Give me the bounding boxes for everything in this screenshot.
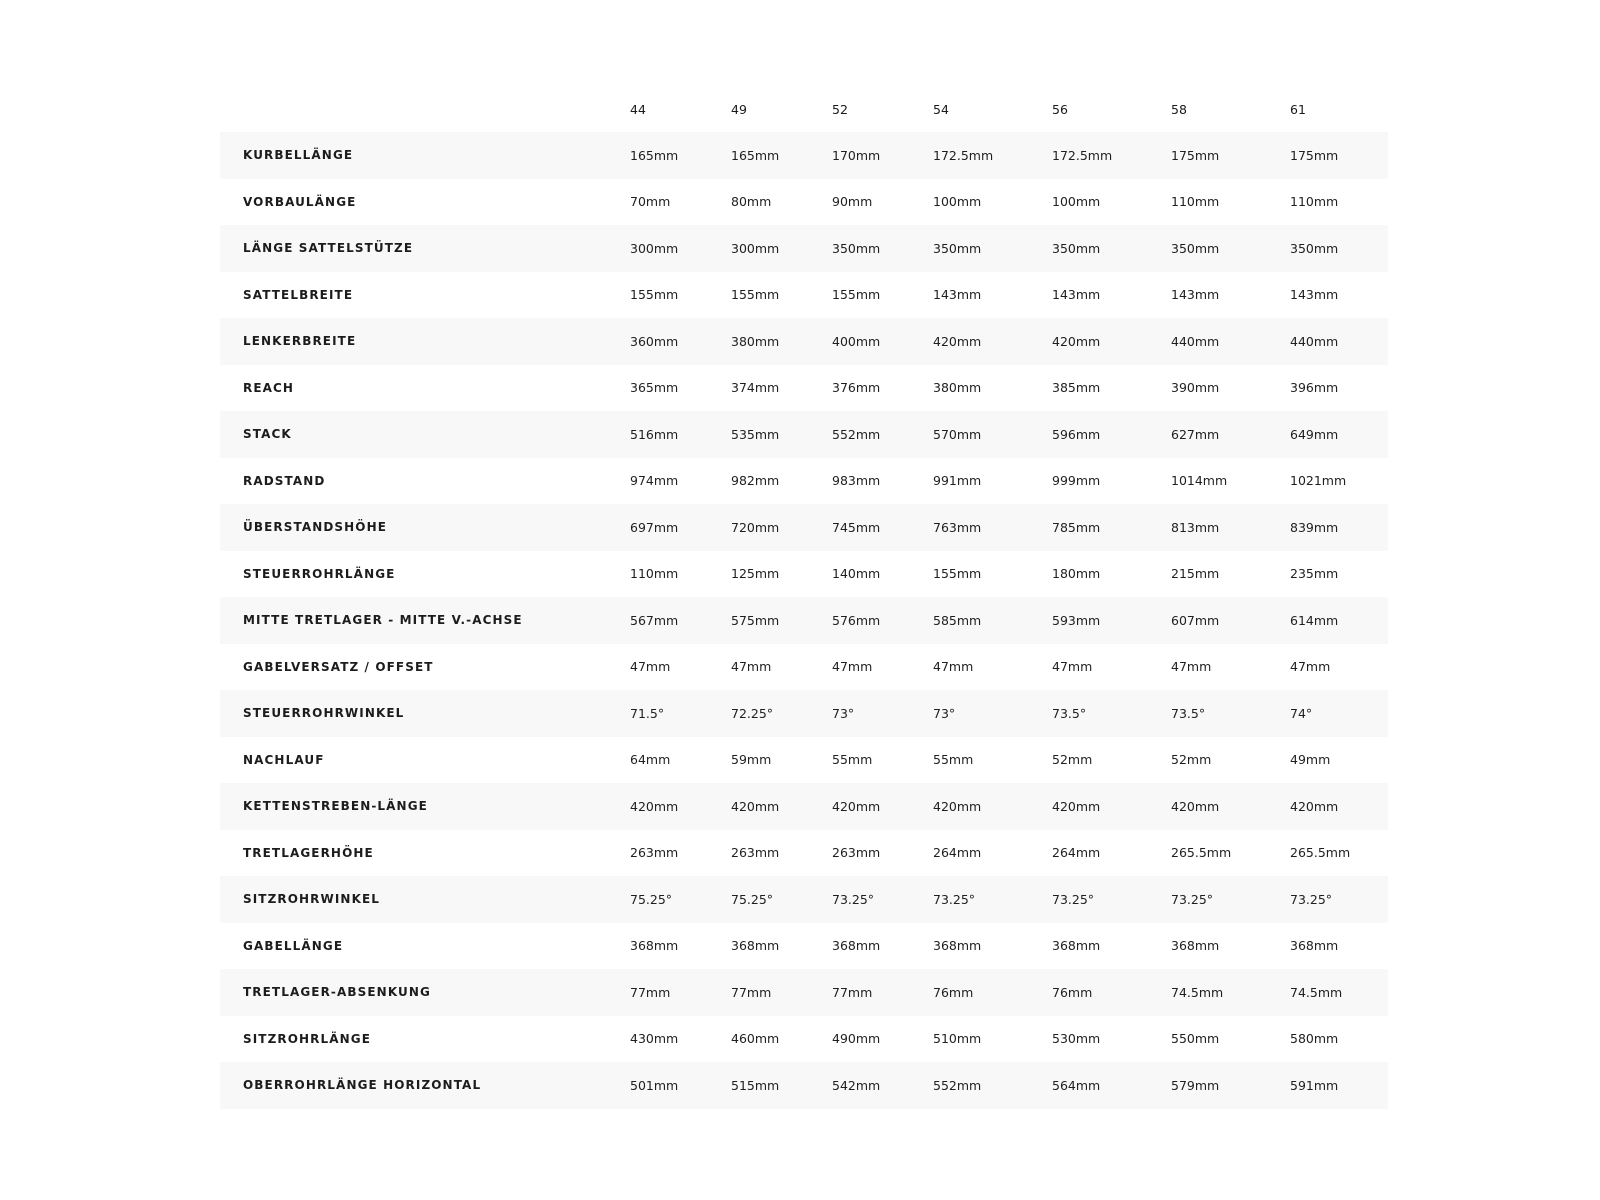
table-cell: 350mm	[1171, 225, 1290, 272]
table-cell: 110mm	[630, 566, 679, 582]
table-cell: 368mm	[832, 938, 881, 954]
row-label: RADSTAND	[243, 473, 326, 488]
table-cell: 593mm	[1052, 597, 1171, 644]
table-cell: 165mm	[630, 132, 731, 179]
table-row	[220, 830, 1388, 877]
table-cell: 627mm	[1171, 411, 1290, 458]
row-label: KURBELLÄNGE	[220, 132, 630, 179]
table-cell: 55mm	[933, 752, 974, 768]
table-cell: 552mm	[832, 411, 933, 458]
size-header: 61	[1290, 101, 1306, 117]
table-cell: 368mm	[630, 938, 679, 954]
table-cell: 175mm	[1171, 132, 1290, 179]
row-label: STACK	[220, 411, 630, 458]
table-cell: 155mm	[630, 287, 679, 303]
table-row	[220, 737, 1388, 784]
table-cell: 579mm	[1171, 1062, 1290, 1109]
row-label: NACHLAUF	[243, 752, 325, 767]
table-cell: 516mm	[630, 411, 731, 458]
row-label: GABELVERSATZ / OFFSET	[243, 659, 434, 674]
table-cell: 368mm	[1171, 938, 1220, 954]
table-cell: 376mm	[832, 380, 881, 396]
table-cell: 73.25°	[1171, 876, 1290, 923]
table-cell: 763mm	[933, 504, 1052, 551]
table-cell: 380mm	[731, 318, 832, 365]
table-cell: 420mm	[832, 783, 933, 830]
row-label: VORBAULÄNGE	[243, 194, 357, 209]
table-cell: 263mm	[731, 845, 780, 861]
table-row	[220, 504, 1388, 551]
table-row	[220, 644, 1388, 691]
table-cell: 47mm	[1290, 659, 1331, 675]
table-cell: 649mm	[1290, 411, 1388, 458]
row-label: MITTE TRETLAGER - MITTE V.-ACHSE	[220, 597, 630, 644]
row-label: STEUERROHRLÄNGE	[243, 566, 396, 581]
table-cell: 585mm	[933, 597, 1052, 644]
row-label: TRETLAGERHÖHE	[243, 845, 374, 860]
table-cell: 55mm	[832, 752, 873, 768]
table-cell: 813mm	[1171, 504, 1290, 551]
table-cell: 991mm	[933, 473, 982, 489]
table-cell: 73°	[933, 690, 1052, 737]
table-row	[220, 551, 1388, 598]
table-cell: 52mm	[1052, 752, 1093, 768]
table-cell: 155mm	[731, 287, 780, 303]
table-cell: 982mm	[731, 473, 780, 489]
table-cell: 580mm	[1290, 1031, 1339, 1047]
table-cell: 70mm	[630, 194, 671, 210]
table-cell: 974mm	[630, 473, 679, 489]
table-cell: 155mm	[933, 566, 982, 582]
table-cell: 47mm	[731, 659, 772, 675]
table-cell: 71.5°	[630, 690, 731, 737]
size-header: 49	[731, 101, 747, 117]
table-cell: 591mm	[1290, 1062, 1388, 1109]
table-cell: 52mm	[1171, 752, 1212, 768]
table-cell: 300mm	[630, 225, 731, 272]
table-cell: 215mm	[1171, 566, 1220, 582]
table-cell: 125mm	[731, 566, 780, 582]
size-header: 58	[1171, 101, 1187, 117]
table-row	[220, 179, 1388, 226]
table-cell: 110mm	[1171, 194, 1220, 210]
table-cell: 73.25°	[1052, 876, 1171, 923]
table-cell: 350mm	[1290, 225, 1388, 272]
table-cell: 73.25°	[832, 876, 933, 923]
table-cell: 263mm	[630, 845, 679, 861]
table-cell: 74.5mm	[1290, 969, 1388, 1016]
table-cell: 265.5mm	[1290, 845, 1351, 861]
table-cell: 1014mm	[1171, 473, 1228, 489]
table-cell: 350mm	[933, 225, 1052, 272]
table-cell: 265.5mm	[1171, 845, 1232, 861]
table-cell: 368mm	[933, 938, 982, 954]
table-cell: 420mm	[731, 783, 832, 830]
table-cell: 385mm	[1052, 380, 1101, 396]
table-cell: 365mm	[630, 380, 679, 396]
table-cell: 59mm	[731, 752, 772, 768]
table-cell: 75.25°	[630, 876, 731, 923]
table-cell: 73.5°	[1171, 690, 1290, 737]
table-cell: 263mm	[832, 845, 881, 861]
row-label: KETTENSTREBEN-LÄNGE	[220, 783, 630, 830]
table-cell: 501mm	[630, 1062, 731, 1109]
table-cell: 420mm	[1052, 318, 1171, 365]
table-cell: 49mm	[1290, 752, 1331, 768]
table-cell: 530mm	[1052, 1031, 1101, 1047]
table-cell: 360mm	[630, 318, 731, 365]
row-label: GABELLÄNGE	[243, 938, 344, 953]
table-cell: 697mm	[630, 504, 731, 551]
table-cell: 72.25°	[731, 690, 832, 737]
table-cell: 172.5mm	[1052, 132, 1171, 179]
table-cell: 380mm	[933, 380, 982, 396]
table-cell: 350mm	[832, 225, 933, 272]
table-cell: 80mm	[731, 194, 772, 210]
table-cell: 47mm	[630, 659, 671, 675]
row-label: REACH	[243, 380, 295, 395]
table-row	[220, 783, 1388, 830]
table-cell: 77mm	[630, 969, 731, 1016]
row-label: LÄNGE SATTELSTÜTZE	[220, 225, 630, 272]
table-cell: 73.25°	[1290, 876, 1388, 923]
table-cell: 607mm	[1171, 597, 1290, 644]
table-cell: 596mm	[1052, 411, 1171, 458]
table-cell: 575mm	[731, 597, 832, 644]
table-cell: 552mm	[933, 1062, 1052, 1109]
table-cell: 567mm	[630, 597, 731, 644]
table-cell: 235mm	[1290, 566, 1339, 582]
size-header: 54	[933, 101, 949, 117]
table-cell: 74.5mm	[1171, 969, 1290, 1016]
table-cell: 440mm	[1171, 318, 1290, 365]
table-cell: 110mm	[1290, 194, 1339, 210]
table-cell: 350mm	[1052, 225, 1171, 272]
size-header: 44	[630, 101, 646, 117]
table-cell: 300mm	[731, 225, 832, 272]
table-cell: 420mm	[1171, 783, 1290, 830]
table-cell: 983mm	[832, 473, 881, 489]
table-cell: 170mm	[832, 132, 933, 179]
table-cell: 368mm	[731, 938, 780, 954]
table-cell: 420mm	[1052, 783, 1171, 830]
table-row	[220, 597, 1388, 644]
table-cell: 75.25°	[731, 876, 832, 923]
table-cell: 77mm	[832, 969, 933, 1016]
header-empty-cell	[220, 84, 630, 132]
row-label: LENKERBREITE	[220, 318, 630, 365]
table-row	[220, 876, 1388, 923]
table-cell: 264mm	[1052, 845, 1101, 861]
table-cell: 143mm	[1290, 287, 1339, 303]
table-row	[220, 225, 1388, 272]
table-cell: 510mm	[933, 1031, 982, 1047]
table-row	[220, 1062, 1388, 1109]
table-cell: 100mm	[933, 194, 982, 210]
geometry-table	[220, 84, 1388, 1109]
table-cell: 76mm	[1052, 969, 1171, 1016]
geometry-table-body	[220, 132, 1388, 1109]
table-cell: 77mm	[731, 969, 832, 1016]
table-cell: 535mm	[731, 411, 832, 458]
table-cell: 100mm	[1052, 194, 1101, 210]
table-cell: 73.25°	[933, 876, 1052, 923]
size-header: 52	[832, 101, 848, 117]
table-cell: 420mm	[630, 783, 731, 830]
table-cell: 460mm	[731, 1031, 780, 1047]
table-cell: 999mm	[1052, 473, 1101, 489]
table-cell: 515mm	[731, 1062, 832, 1109]
table-cell: 420mm	[933, 318, 1052, 365]
table-cell: 745mm	[832, 504, 933, 551]
row-label: OBERROHRLÄNGE HORIZONTAL	[220, 1062, 630, 1109]
table-cell: 47mm	[832, 659, 873, 675]
table-row	[220, 690, 1388, 737]
row-label: STEUERROHRWINKEL	[220, 690, 630, 737]
size-header-row	[220, 84, 1388, 132]
table-row	[220, 318, 1388, 365]
table-cell: 785mm	[1052, 504, 1171, 551]
table-cell: 73°	[832, 690, 933, 737]
table-cell: 74°	[1290, 690, 1388, 737]
table-cell: 839mm	[1290, 504, 1388, 551]
table-cell: 73.5°	[1052, 690, 1171, 737]
table-row	[220, 458, 1388, 505]
table-cell: 374mm	[731, 380, 780, 396]
table-row	[220, 365, 1388, 412]
table-cell: 396mm	[1290, 380, 1339, 396]
table-cell: 440mm	[1290, 318, 1388, 365]
table-row	[220, 272, 1388, 319]
table-cell: 720mm	[731, 504, 832, 551]
table-cell: 165mm	[731, 132, 832, 179]
row-label: SITZROHRWINKEL	[220, 876, 630, 923]
table-cell: 47mm	[1052, 659, 1093, 675]
table-cell: 175mm	[1290, 132, 1388, 179]
table-cell: 576mm	[832, 597, 933, 644]
table-cell: 90mm	[832, 194, 873, 210]
table-cell: 140mm	[832, 566, 881, 582]
table-cell: 490mm	[832, 1031, 881, 1047]
table-row	[220, 923, 1388, 970]
table-row	[220, 411, 1388, 458]
table-cell: 143mm	[1171, 287, 1220, 303]
table-row	[220, 132, 1388, 179]
table-cell: 368mm	[1290, 938, 1339, 954]
table-cell: 614mm	[1290, 597, 1388, 644]
row-label: SATTELBREITE	[243, 287, 354, 302]
table-cell: 172.5mm	[933, 132, 1052, 179]
table-cell: 155mm	[832, 287, 881, 303]
table-cell: 1021mm	[1290, 473, 1347, 489]
table-cell: 420mm	[933, 783, 1052, 830]
table-row	[220, 1016, 1388, 1063]
table-cell: 400mm	[832, 318, 933, 365]
table-cell: 550mm	[1171, 1031, 1220, 1047]
table-cell: 542mm	[832, 1062, 933, 1109]
table-cell: 570mm	[933, 411, 1052, 458]
table-cell: 64mm	[630, 752, 671, 768]
table-cell: 47mm	[933, 659, 974, 675]
row-label: ÜBERSTANDSHÖHE	[220, 504, 630, 551]
table-cell: 47mm	[1171, 659, 1212, 675]
row-label: TRETLAGER-ABSENKUNG	[220, 969, 630, 1016]
table-cell: 420mm	[1290, 783, 1388, 830]
row-label: SITZROHRLÄNGE	[243, 1031, 372, 1046]
table-cell: 368mm	[1052, 938, 1101, 954]
table-cell: 264mm	[933, 845, 982, 861]
table-cell: 564mm	[1052, 1062, 1171, 1109]
table-cell: 143mm	[1052, 287, 1101, 303]
table-cell: 180mm	[1052, 566, 1101, 582]
table-cell: 390mm	[1171, 380, 1220, 396]
table-cell: 143mm	[933, 287, 982, 303]
table-row	[220, 969, 1388, 1016]
table-cell: 76mm	[933, 969, 1052, 1016]
size-header: 56	[1052, 101, 1068, 117]
table-cell: 430mm	[630, 1031, 679, 1047]
